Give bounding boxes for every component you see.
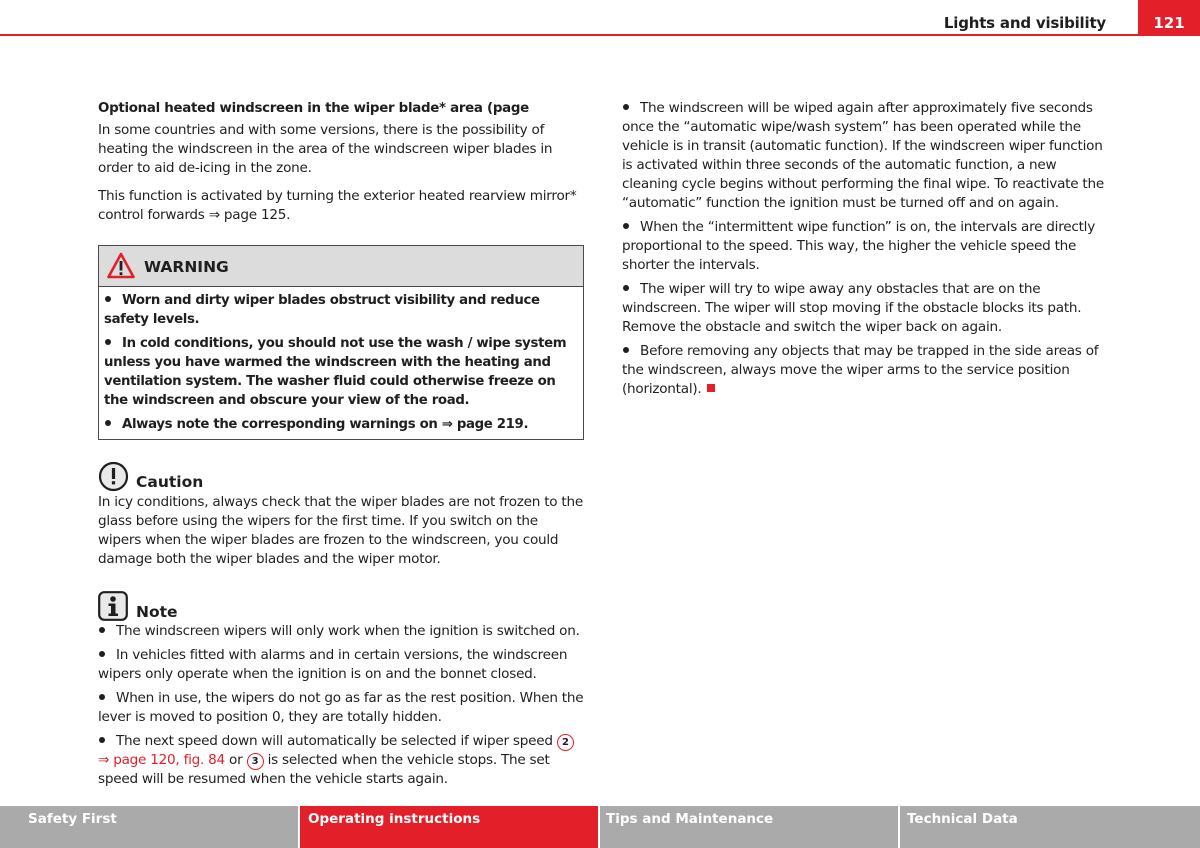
caution-text: In icy conditions, always check that the wiper blades are not frozen to the glass before using the wipers for the first time. If you switch on the wipers when the wiper blades are frozen to the windscreen, you could damage both the wiper blades and the wiper motor. [98, 494, 583, 567]
right-item [622, 280, 1108, 337]
warning-item-text: Worn and dirty wiper blades obstruct visibility and reduce safety levels. [104, 293, 540, 327]
info-icon [98, 591, 128, 621]
note-item-text: is selected when the vehicle stops. The set speed will be resumed when the vehicle starts again. [98, 752, 550, 787]
right-item [622, 218, 1108, 275]
caution-block [98, 461, 584, 569]
heated-windscreen-activation: This function is activated by turning the exterior heated rearview mirror* control forwards ⇒ page 125. [98, 188, 577, 223]
bullet-icon [99, 694, 105, 700]
warning-box [98, 245, 584, 440]
right-item-text: Before removing any objects that may be trapped in the side areas of the windscreen, always move the wiper arms to the service position (horizontal). [622, 343, 1099, 397]
note-header [98, 591, 584, 622]
wiper-speed-2-badge: 2 [557, 734, 574, 751]
footer-nav [0, 806, 1200, 848]
chapter-title: Lights and visibility [943, 14, 1106, 32]
section-end-icon [707, 384, 715, 392]
bullet-icon [105, 339, 111, 345]
bullet-icon [623, 104, 629, 110]
bullet-icon [99, 627, 105, 633]
page-number: 121 [1138, 0, 1200, 36]
right-item [622, 342, 1108, 399]
bullet-icon [99, 651, 105, 657]
tab-tips-and-maintenance[interactable]: Tips and Maintenance [600, 806, 898, 848]
tab-technical-data[interactable]: Technical Data [900, 806, 1200, 848]
bullet-icon [99, 737, 105, 743]
note-or-text: or [229, 752, 243, 768]
note-item [98, 622, 584, 641]
warning-item [104, 415, 578, 434]
note-item-text: The next speed down will automatically be selected if wiper speed [116, 733, 553, 749]
bullet-icon [105, 296, 111, 302]
right-item-text: The wiper will try to wipe away any obstacles that are on the windscreen. The wiper will stop moving if the obstacle blocks its path. Remove the obstacle and switch the wiper back on again. [622, 281, 1082, 335]
note-item-text: When in use, the wipers do not go as far as the rest position. When the lever is moved to position 0, they are totally hidden. [98, 690, 584, 725]
warning-label: WARNING [144, 258, 229, 276]
wiper-speed-3-badge: 3 [247, 753, 264, 770]
left-column [98, 99, 584, 794]
right-item-text: The windscreen will be wiped again after approximately five seconds once the “automatic wipe/wash system” has been operated while the vehicle is in transit (automatic function). If the windscreen wiper function is activated within three seconds of the automatic function, a new cleaning cycle begins without performing the final wipe. To reactivate the “automatic” function the ignition must be turned off and on again. [622, 100, 1104, 211]
caution-header [98, 461, 584, 493]
header-rule [0, 34, 1200, 36]
note-item-text: In vehicles fitted with alarms and in certain versions, the windscreen wipers only operate when the ignition is on and the bonnet closed. [98, 647, 568, 682]
warning-header [99, 246, 583, 287]
tab-operating-instructions[interactable]: Operating instructions [300, 806, 598, 848]
warning-item-text: Always note the corresponding warnings on ⇒ page 219. [122, 417, 529, 432]
warning-item [104, 291, 578, 329]
warning-triangle-icon [107, 252, 135, 280]
note-block [98, 591, 584, 789]
heated-windscreen-paragraph: In some countries and with some versions, there is the possibility of heating the windscreen in the area of the windscreen wiper blades in order to aid de-icing in the zone. [98, 122, 553, 176]
note-item [98, 646, 584, 684]
right-column [622, 99, 1108, 404]
bullet-icon [623, 285, 629, 291]
right-item [622, 99, 1108, 213]
note-item [98, 689, 584, 727]
bullet-icon [623, 347, 629, 353]
right-item-text: When the “intermittent wipe function” is on, the intervals are directly proportional to the speed. This way, the higher the vehicle speed the shorter the intervals. [622, 219, 1095, 273]
note-item [98, 732, 584, 789]
tab-safety-first[interactable]: Safety First [0, 806, 298, 848]
warning-body [99, 287, 583, 434]
page-120-link[interactable]: ⇒ page 120, fig. 84 [98, 752, 225, 768]
warning-item [104, 334, 578, 410]
bullet-icon [105, 420, 111, 426]
caution-label: Caution [136, 473, 204, 491]
caution-exclamation-icon [98, 461, 129, 492]
note-label: Note [136, 603, 178, 621]
heated-windscreen-heading: Optional heated windscreen in the wiper blade* area (page [98, 101, 529, 116]
note-item-text: The windscreen wipers will only work when the ignition is switched on. [116, 623, 580, 639]
warning-item-text: In cold conditions, you should not use the wash / wipe system unless you have warmed the windscreen with the heating and ventilation system. The washer fluid could otherwise freeze on the windscreen and obscure your view of the road. [104, 336, 567, 408]
bullet-icon [623, 223, 629, 229]
